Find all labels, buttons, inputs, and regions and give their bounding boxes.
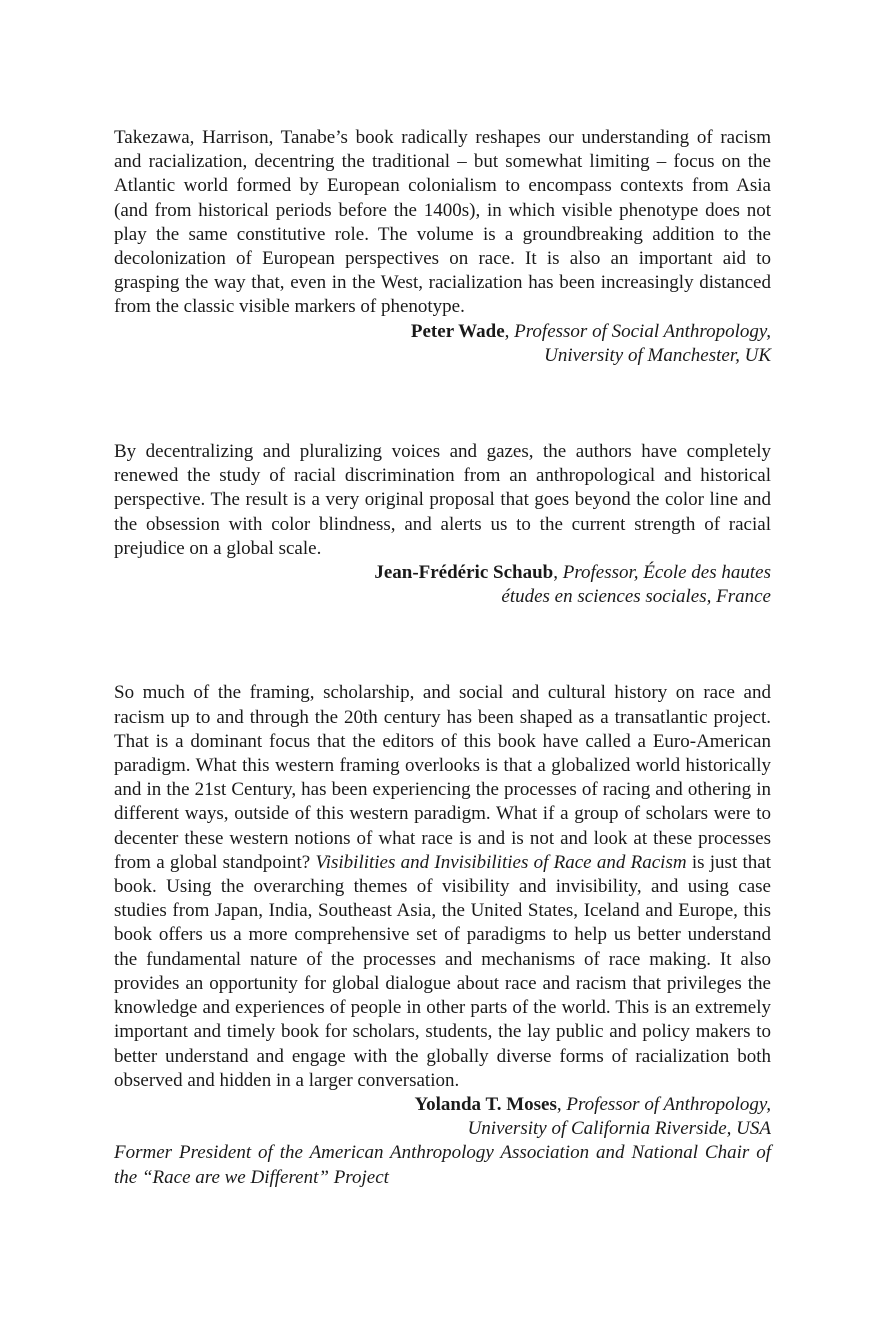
attribution: Yolanda T. Moses, Professor of Anthropology, <box>414 1093 771 1115</box>
endorsement-text-part1: So much of the framing, scholarship, and social and cultural history on race and racism up to and through the 20th century has been shaped as a transatlantic project. That is a dominant focus that the editors of this book have called a Euro-American paradigm. What this western framing overlooks is that a globalized world historically and in the 21st Century, has been experiencing the processes of racing and othering in different ways, outside of this western paradigm. What if a group of scholars were to decenter these western notions of what race is and is not and look at these processes from a global standpoint? <box>114 682 771 873</box>
attribution: Jean-Frédéric Schaub, Professor, École des hautes <box>374 562 771 584</box>
endorser-role: Professor of Anthropology, <box>566 1093 771 1115</box>
endorser-extra-note: Former President of the American Anthropology Association and National Chair of the “Race are we Different” Project <box>114 1142 771 1188</box>
endorsement-text <box>114 681 771 1092</box>
endorsement-text-part2: is just that book. Using the overarching themes of visibility and invisibility, and using case studies from Japan, India, Southeast Asia, the United States, Iceland and Europe, this book offers us a more comprehensive set of paradigms to help us better understand the fundamental nature of the processes and mechanisms of race making. It also provides an opportunity for global dialogue about race and racism that privileges the knowledge and experiences of people in other parts of the world. This is an extremely important and timely book for scholars, students, the lay public and policy makers to better understand and engage with the globally diverse forms of racialization both observed and hidden in a larger conversation. <box>114 851 771 1091</box>
endorsement-wade <box>114 126 771 368</box>
endorser-name: Peter Wade <box>410 320 505 342</box>
endorsements-page <box>114 126 771 1190</box>
endorser-name: Yolanda T. Moses <box>414 1093 557 1115</box>
endorsement-schaub <box>114 440 771 609</box>
endorser-role: Professor, École des hautes <box>562 562 771 584</box>
endorsement-moses <box>114 681 771 1189</box>
attribution: Peter Wade, Professor of Social Anthropology, <box>410 320 771 342</box>
endorser-role: Professor of Social Anthropology, <box>514 320 771 342</box>
endorsement-text: By decentralizing and pluralizing voices and gazes, the authors have completely renewed the study of racial discrimination from an anthropological and historical perspective. The result is a very original proposal that goes beyond the color line and the obsession with color blindness, and alerts us to the current strength of racial prejudice on a global scale. <box>114 441 771 559</box>
endorser-name: Jean-Frédéric Schaub <box>374 562 554 584</box>
endorser-affiliation: University of California Riverside, USA <box>467 1118 771 1140</box>
endorser-affiliation: études en sciences sociales, France <box>501 586 771 608</box>
endorsement-text: Takezawa, Harrison, Tanabe’s book radically reshapes our understanding of racism and racialization, decentring the traditional – but somewhat limiting – focus on the Atlantic world formed by European colonialism to encompass contexts from Asia (and from historical periods before the 1400s), in which visible phenotype does not play the same constitutive role. The volume is a groundbreaking addition to the decolonization of European perspectives on race. It is also an important aid to grasping the way that, even in the West, racialization has been increasingly distanced from the classic visible markers of phenotype. <box>114 127 771 318</box>
attribution-affiliation <box>114 344 771 368</box>
endorser-affiliation: University of Manchester, UK <box>544 344 771 366</box>
book-title: Visibilities and Invisibilities of Race and Racism <box>315 851 687 873</box>
attribution-affiliation <box>114 1117 771 1141</box>
attribution-affiliation <box>114 585 771 609</box>
